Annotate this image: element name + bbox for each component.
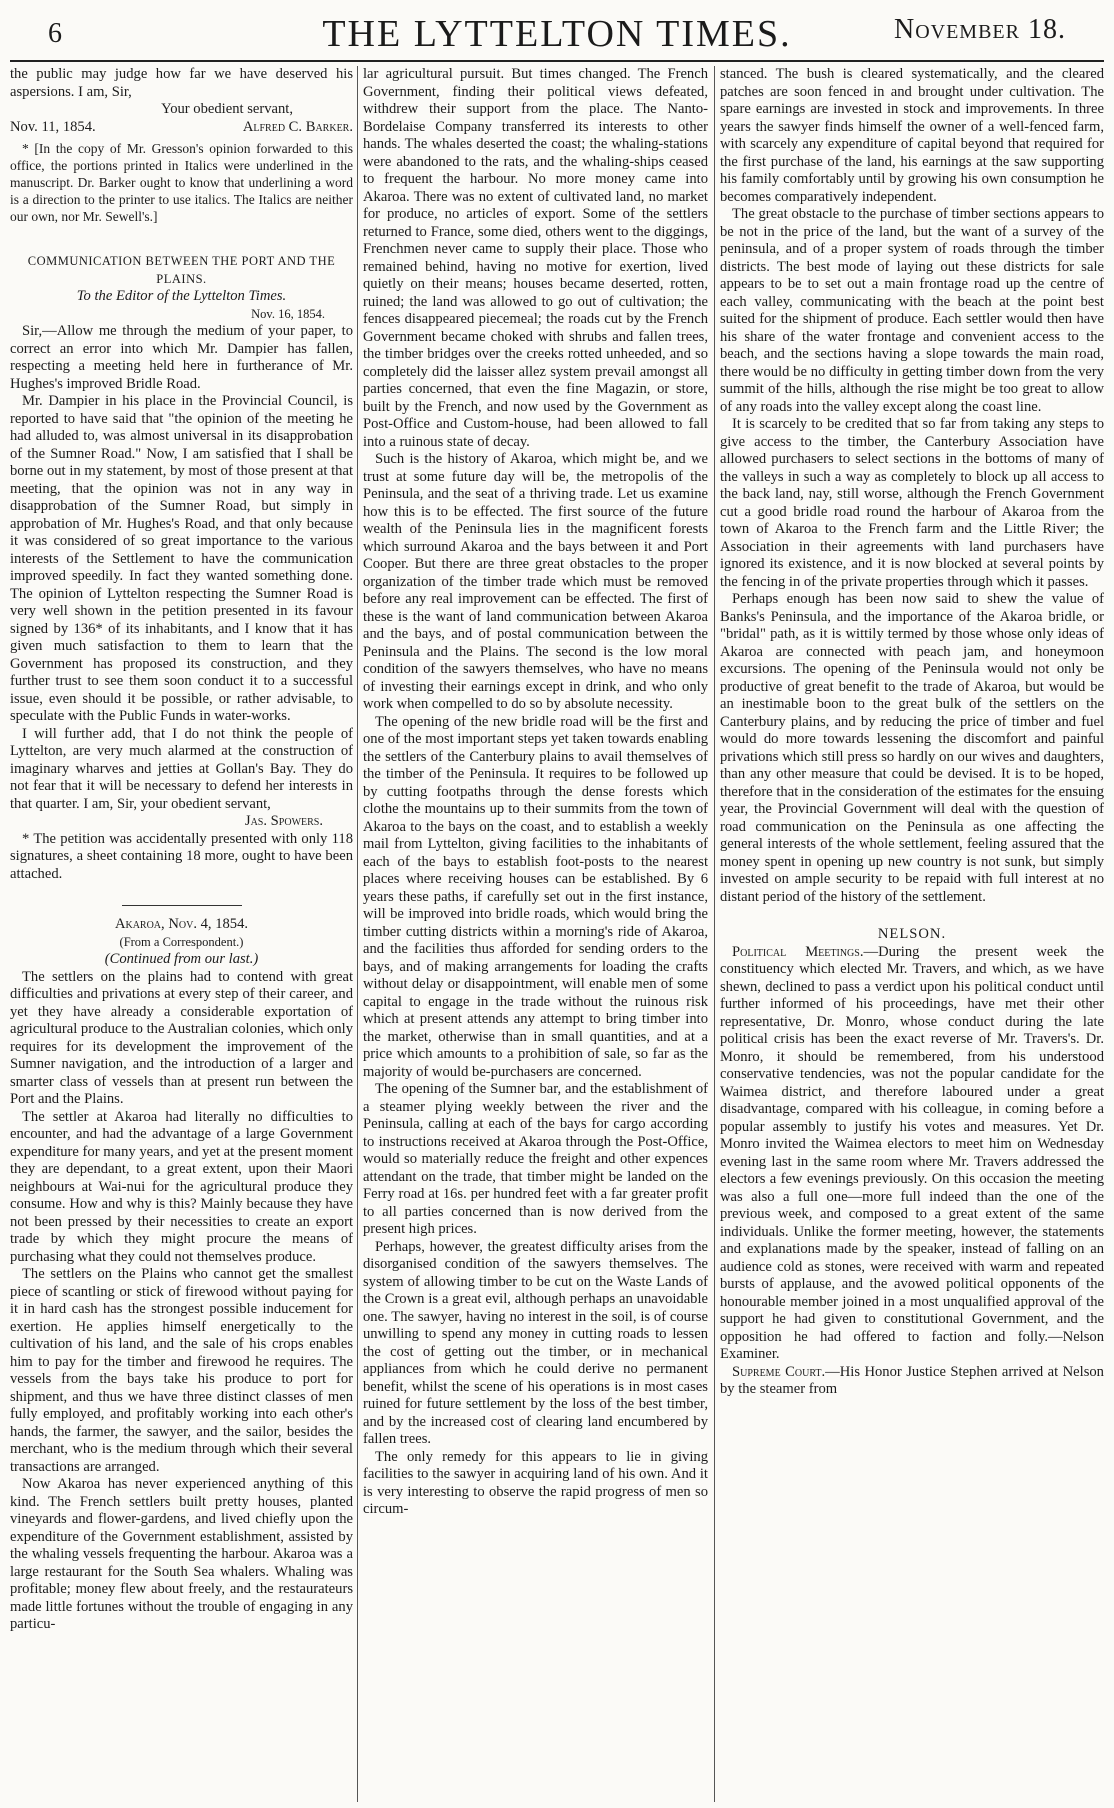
editor-note: * [In the copy of Mr. Gresson's opinion forwarded to this office, the portions printed in Italics were underlined in the manuscript. Dr. Barker ought to know that underlining a word is a direction to the printer to use italics. The Italics are neither our own, nor Mr. Sewell's.] <box>10 141 353 224</box>
issue-date: November 18. <box>893 14 1066 45</box>
paragraph-body: —During the present week the constituency which elected Mr. Travers, and which, as we have shewn, declined to pass a verdict upon his political conduct until further informed of his proceedings, have met their other representative, Dr. Monro, whose conduct during the late political crisis has been the exact reverse of Mr. Travers's. Dr. Monro, it should be remembered, from his understood conservative tendencies, was not the popular candidate for the Waimea district, and therefore laboured under a great disadvantage, compared with his colleague, in coming before a popular assembly to justify his votes and measures. Yet Dr. Monro invited the Waimea electors to meet him on Wednesday evening last in the same room where Mr. Travers addressed the electors a few evenings previously. On this occasion the meeting was also a full one—more full indeed than the one of the previous week, and composed to a great extent of the same individuals. Unlike the former meeting, however, the statements and explanations made by the speaker, instead of falling on an audience cold as stones, were received with warm and repeated bursts of applause, and the avowed political opponents of the honourable member joined in a most unqualified approval of the support he had given to constitutional Government, and the opposition he had offered to faction and folly.—Nelson Examiner. <box>720 943 1104 1362</box>
article-heading: COMMUNICATION BETWEEN THE PORT AND THE PLAINS. <box>27 254 336 286</box>
paragraph: stanced. The bush is cleared systematically, and the cleared patches are soon fenced in and brought under cultivation. The spare earnings are invested in stock and improvements. In three years the sawyer finds himself the owner of a well-fenced farm, with scarcely any expenditure of capital beyond that required for the first purchase of the land, his earnings at the saw supporting his family comfortably until by growing his own consumption he becomes comparatively independent. <box>720 66 1104 205</box>
signature-name: Alfred C. Barker. <box>242 118 353 135</box>
akaroa-dateline: Akaroa, Nov. 4, 1854. <box>114 916 249 932</box>
footnote: * The petition was accidentally presented with only 118 signatures, a sheet containing 18 more, ought to have been attached. <box>10 830 353 882</box>
signature-row <box>10 119 353 137</box>
paragraph: The settler at Akaroa had literally no difficulties to encounter, and had the advantage of a large Government expenditure for many years, and yet at the present moment they are dependant, to a great extent, upon their Maori neighbours at Wai-nui for the agricultural produce they consume. How and why is this? Mainly because they have not been pressed by their necessities to create an export trade by which they might procure the means of purchasing what they could not themselves produce. <box>10 1108 353 1265</box>
page-number: 6 <box>48 18 62 49</box>
correspondent-credit: (From a Correspondent.) <box>119 934 244 949</box>
paragraph: The only remedy for this appears to lie in giving facilities to the sawyer in acquiring land of his own. And it is very interesting to observe the rapid progress of men so circum- <box>363 1448 708 1517</box>
paragraph: Now Akaroa has never experienced anything of this kind. The French settlers built pretty houses, planted vineyards and flower-gardens, and lived chiefly upon the expenditure of the Government establishment, assisted by the whaling vessels frequenting the harbour. Akaroa was a large restaurant for the South Sea whalers. Whaling was profitable; money flew about freely, and the restaurateurs made little fortunes without the trouble of engaging in any particu- <box>10 1476 353 1632</box>
paragraph: The great obstacle to the purchase of timber sections appears to be not in the price of the land, but the want of a survey of the peninsula, and of a proper system of roads through the timber districts. The best mode of laying out these districts for sale appears to be to set out a main frontage road up the centre of each valley, communicating with the beach at the point best suited for the shipment of produce. Each settler would then have his share of the water frontage and convenient access to the beach, and the sections having a slope towards the main road, there would be no difficulty in getting timber down from the very summit of the hills, although the rise might be too great to allow of any roads into the valley except along the coast line. <box>720 206 1104 415</box>
column-divider-1 <box>357 66 358 1802</box>
run-in-head: Supreme Court. <box>732 1363 826 1380</box>
continued-note: (Continued from our last.) <box>104 951 259 967</box>
paragraph: Perhaps, however, the greatest difficulty arises from the disorganised condition of the sawyers themselves. The system of allowing timber to be cut on the Waste Lands of the Crown is a great evil, although perhaps an unavoidable one. The sawyer, having no interest in the soil, is of course unwilling to spend any money in cutting roads to lessen the cost of getting out the timber, or in mechanical appliances from which he could derive no permanent benefit, whilst the scene of his operations is in most cases ruined for future settlement by the loss of the best timber, and by the increased cost of clearing land encumbered by fallen trees. <box>363 1238 708 1447</box>
letter-signature: Jas. Spowers. <box>244 813 323 829</box>
letter-date: Nov. 16, 1854. <box>251 306 325 321</box>
paragraph: The settlers on the plains had to contend with great difficulties and privations at every step of their career, and yet they have already a considerable exportation of agricultural produce to the Australian colonies, which only requires for its development the improvement of the Sumner navigation, and the introduction of a larger and smarter class of vessels than at present run between the Port and the Plains. <box>10 968 353 1107</box>
paragraph: It is scarcely to be credited that so far from taking any steps to give access to the timber, the Canterbury Association have allowed purchasers to select sections in the bottoms of many of the valleys in such a way as completely to block up all access to the back land, nay, still worse, although the French Government cut a good bridle road round the harbour of Akaroa from the town of Akaroa to the French farm and the Little River; the Association in their agreements with land purchasers have ignored its existence, and it is now blocked at several points by the fencing in of the private properties through which it passes. <box>720 416 1104 590</box>
paragraph: The opening of the new bridle road will be the first and one of the most important steps yet taken towards enabling the settlers of the Canterbury plains to avail themselves of the timber of the Peninsula. It requires to be followed up by cutting footpaths through the dense forests which clothe the mountains up to their summits from the town of Akaroa to the bays on the coast, and to establish a weekly mail from Lyttelton, giving facilities to the inhabitants of each of the bays to establish foot-posts to the nearest places where receiving houses can be established. By 6 years these paths, if carefully set out in the first instance, will be improved into bridle roads, which would bring the timber cutting districts within a morning's ride of Akaroa, and the facilities thus afforded for sending orders to the bays, and of making arrangements for loading the crafts without delay or disappointment, will enable men of some capital to engage in the trade without the ruinous risk which at present attends any attempt to bring timber into the market, otherwise than in small quantities, and at a price which amounts to a prohibition of sale, so far as the majority of would be-purchasers are concerned. <box>363 713 708 1080</box>
nelson-heading: NELSON. <box>877 926 947 942</box>
paragraph <box>720 944 1104 1364</box>
paragraph <box>720 1364 1104 1399</box>
paragraph: lar agricultural pursuit. But times changed. The French Government, finding their political views defeated, withdrew their support from the place. The Nanto-Bordelaise Company transferred its interests to other hands. The whales deserted the coast; the whaling-stations were abandoned to the rats, and the whaling-ships ceased to frequent the harbour. No more money came into Akaroa. There was no extent of cultivated land, no market for produce, no articles of export. Some of the settlers returned to France, some died, others went to the diggings, Frenchmen never came to supply their place. Those who remained behind, having no motive for exertion, lived quietly on their means; houses became deserted, rotten, ruined; the land was allowed to go out of cultivation; the fences disappeared piecemeal; the roads cut by the French Government became choked with shrubs and fallen trees, the timber bridges over the creeks rotted unheeded, and so completely did the laisser allez system prevail amongst all parties concerned, that even the fine Magazin, or store, built by the French, and now used by the Government as Post-Office and Custom-house, had been allowed to fall into a ruinous state of decay. <box>363 66 708 450</box>
paragraph: The settlers on the Plains who cannot get the smallest piece of scantling or stick of firewood without paying for it in hard cash has the strongest possible inducement for exertion. He applies himself energetically to the cultivation of his land, and the sale of his crops enables him to pay for the timber and firewood he requires. The vessels from the bays take his produce to port for shipment, and thus we have three distinct classes of men fully employed, and profitably working into each other's hands, the farmer, the sawyer, and the sailor, besides the merchant, who is the medium through which their several transactions are arranged. <box>10 1266 353 1475</box>
run-in-head: Political Meetings. <box>732 943 864 960</box>
paragraph: The opening of the Sumner bar, and the establishment of a steamer plying weekly between the river and the Peninsula, calling at each of the bays for cargo according to instructions received at Akaroa through the Post-Office, would so materially reduce the freight and other expences attendant on the trade, that timber might be landed on the Ferry road at 16s. per hundred feet with a far greater profit to all parties concerned than is now derived from the present high prices. <box>363 1081 708 1237</box>
header-rule <box>10 60 1104 62</box>
paragraph-body: —His Honor Justice Stephen arrived at Nelson by the steamer from <box>720 1363 1104 1397</box>
paragraph: the public may judge how far we have deserved his aspersions. I am, Sir, <box>10 66 353 100</box>
column-2 <box>363 66 708 1804</box>
paragraph: Such is the history of Akaroa, which might be, and we trust at some future day will be, the metropolis of the Peninsula, and the seat of a thriving trade. Let us examine how this is to be effected. The first source of the future wealth of the Peninsula lies in the magnificent forests which surround Akaroa and the bays between it and Port Cooper. But there are three great obstacles to the proper organization of the timber trade which must be removed before any real improvement can be effected. The first of these is the want of land communication between Akaroa and the bays, and of postal communication between the Peninsula and the Plains. The second is the low moral condition of the sawyers themselves, who have no means of investing their earnings except in drink, and who only work when compelled to do so by absolute necessity. <box>363 451 708 712</box>
closing: Your obedient servant, <box>161 101 293 117</box>
letter-addressee: To the Editor of the Lyttelton Times. <box>76 288 287 304</box>
column-1 <box>10 66 353 1804</box>
newspaper-title: THE LYTTELTON TIMES. <box>322 13 792 55</box>
page-header <box>0 0 1114 64</box>
paragraph: Mr. Dampier in his place in the Provincial Council, is reported to have said that "the opinion of the meeting he had alluded to, was almost universal in its disapprobation of the Sumner Road." Now, I am satisfied that I shall be borne out in my statement, by most of those present at that meeting, that the opinion was not in any way in disapprobation of the Sumner Road, but simply in approbation of Mr. Hughes's Road, and that only because it was considered of so great importance to the various interests of the Settlement to have the communication improved speedily. In fact they wanted something done. The opinion of Lyttelton respecting the Sumner Road is very well shown in the petition presented in its favour signed by 136* of its inhabitants, and I know that it has given much satisfaction to them to learn that the Government has proposed its construction, and they further trust to see them soon conduct it to a successful issue, even should it be possible, or rather advisable, to speculate with the Public Funds in water-works. <box>10 393 353 724</box>
paragraph: Perhaps enough has been now said to shew the value of Banks's Peninsula, and the importance of the Akaroa bridle, or "bridal" path, as it is wittily termed by those whose only ideas of Akaroa are connected with peach jam, and honeymoon excursions. The opening of the Peninsula would not only be productive of great benefit to the trade of Akaroa, but would be an inestimable boon to the great bulk of the settlers on the Canterbury plains, and by reducing the price of timber and fuel would do more towards lessening the discomfort and painful privations which still press so hardly on our wives and daughters, than any other measure that could be devised. It is to be hoped, therefore that in the consideration of the estimates for the ensuing year, the Provincial Government will deal with the question of road communication on the Peninsula as one affecting the general interests of the whole settlement, feeling assured that the money spent in opening up new country is not sunk, but simply invested on ample security to be repaid with full interest at no distant period of the history of the settlement. <box>720 591 1104 905</box>
column-divider-2 <box>714 66 715 1802</box>
section-rule <box>122 905 242 906</box>
signature-date: Nov. 11, 1854. <box>10 118 96 135</box>
paragraph: Sir,—Allow me through the medium of your paper, to correct an error into which Mr. Dampier has fallen, respecting a meeting held here in furtherance of Mr. Hughes's improved Bridle Road. <box>10 323 353 392</box>
column-3 <box>720 66 1104 1804</box>
paragraph: I will further add, that I do not think the people of Lyttelton, are very much alarmed at the construction of imaginary wharves and jetties at Gollan's Bay. They do not fear that it will be necessary to defend her interests in that quarter. I am, Sir, your obedient servant, <box>10 725 353 812</box>
